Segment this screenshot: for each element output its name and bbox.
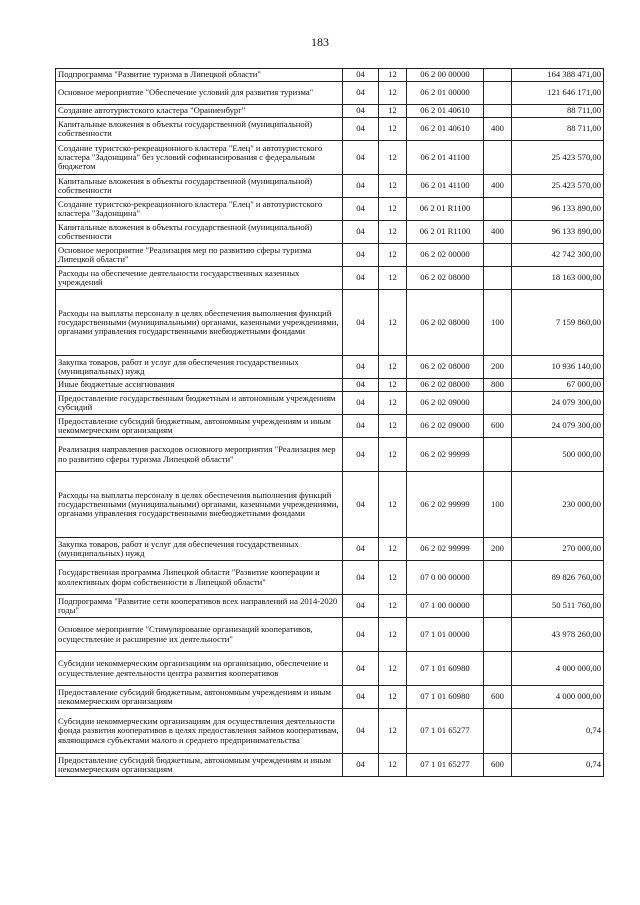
table-row bbox=[56, 652, 604, 686]
row-code: 06 2 02 99999 bbox=[407, 438, 484, 472]
row-ved: 04 bbox=[343, 69, 379, 82]
row-ved: 04 bbox=[343, 709, 379, 754]
table-row bbox=[56, 379, 604, 392]
row-section: 12 bbox=[379, 198, 407, 221]
row-amount: 25 423 570,00 bbox=[512, 141, 604, 175]
row-name: Предоставление субсидий бюджетным, автономным учреждениям и иным некоммерческим организациям bbox=[56, 415, 343, 438]
row-name: Субсидии некоммерческим организациям на организацию, обеспечение и осуществление деятельности центра развития кооперативов bbox=[56, 652, 343, 686]
row-ved: 04 bbox=[343, 244, 379, 267]
row-code: 06 2 02 08000 bbox=[407, 290, 484, 356]
row-name: Реализация направления расходов основного мероприятия "Реализация мер по развитию сферы туризма Липецкой области" bbox=[56, 438, 343, 472]
row-amount: 230 000,00 bbox=[512, 472, 604, 538]
row-ved: 04 bbox=[343, 538, 379, 561]
row-amount: 18 163 000,00 bbox=[512, 267, 604, 290]
table-row bbox=[56, 141, 604, 175]
row-ved: 04 bbox=[343, 438, 379, 472]
table-row bbox=[56, 118, 604, 141]
row-code: 07 1 01 00000 bbox=[407, 618, 484, 652]
row-amount: 121 646 171,00 bbox=[512, 82, 604, 105]
row-name: Расходы на выплаты персоналу в целях обеспечения выполнения функций государственными (муниципальными) органами, казенными учреждениями, органами управления государственными внебюджетными фондами bbox=[56, 290, 343, 356]
row-ved: 04 bbox=[343, 561, 379, 595]
row-code: 06 2 02 09000 bbox=[407, 392, 484, 415]
row-expense-type: 100 bbox=[484, 472, 512, 538]
row-ved: 04 bbox=[343, 754, 379, 777]
row-name: Закупка товаров, работ и услуг для обеспечения государственных (муниципальных) нужд bbox=[56, 356, 343, 379]
row-ved: 04 bbox=[343, 105, 379, 118]
row-name: Подпрограмма "Развитие сети кооперативов всех направлений на 2014-2020 годы" bbox=[56, 595, 343, 618]
row-name: Создание туристско-рекреационного кластера "Елец" и автотуристского кластера "Задонщина" без условий софинансирования с федеральным бюджетом bbox=[56, 141, 343, 175]
row-amount: 7 159 860,00 bbox=[512, 290, 604, 356]
row-name: Подпрограмма "Развитие туризма в Липецкой области" bbox=[56, 69, 343, 82]
row-expense-type: 800 bbox=[484, 379, 512, 392]
row-section: 12 bbox=[379, 618, 407, 652]
row-amount: 50 511 760,00 bbox=[512, 595, 604, 618]
row-name: Субсидии некоммерческим организациям для осуществления деятельности фонда развития кооперативов в целях предоставления займов кооперативам, являющимся субъектами малого и среднего предпринимательства bbox=[56, 709, 343, 754]
row-ved: 04 bbox=[343, 595, 379, 618]
row-amount: 10 936 140,00 bbox=[512, 356, 604, 379]
row-ved: 04 bbox=[343, 118, 379, 141]
table-row bbox=[56, 244, 604, 267]
row-amount: 270 000,00 bbox=[512, 538, 604, 561]
row-amount: 96 133 890,00 bbox=[512, 198, 604, 221]
row-expense-type: 400 bbox=[484, 118, 512, 141]
row-amount: 24 079 300,00 bbox=[512, 392, 604, 415]
table-row bbox=[56, 438, 604, 472]
row-expense-type: 600 bbox=[484, 415, 512, 438]
table-row bbox=[56, 290, 604, 356]
row-expense-type: 200 bbox=[484, 538, 512, 561]
row-expense-type bbox=[484, 105, 512, 118]
row-code: 07 1 01 60980 bbox=[407, 686, 484, 709]
row-amount: 24 079 300,00 bbox=[512, 415, 604, 438]
row-amount: 88 711,00 bbox=[512, 118, 604, 141]
table-row bbox=[56, 686, 604, 709]
row-section: 12 bbox=[379, 472, 407, 538]
row-amount: 4 000 000,00 bbox=[512, 686, 604, 709]
row-code: 06 2 02 09000 bbox=[407, 415, 484, 438]
row-name: Расходы на обеспечение деятельности государственных казенных учреждений bbox=[56, 267, 343, 290]
table-row bbox=[56, 595, 604, 618]
row-amount: 500 000,00 bbox=[512, 438, 604, 472]
table-row bbox=[56, 472, 604, 538]
row-amount: 88 711,00 bbox=[512, 105, 604, 118]
row-section: 12 bbox=[379, 141, 407, 175]
row-section: 12 bbox=[379, 709, 407, 754]
row-expense-type bbox=[484, 618, 512, 652]
row-code: 06 2 00 00000 bbox=[407, 69, 484, 82]
row-name: Предоставление государственным бюджетным и автономным учреждениям субсидий bbox=[56, 392, 343, 415]
row-code: 07 1 01 65277 bbox=[407, 754, 484, 777]
row-amount: 89 826 760,00 bbox=[512, 561, 604, 595]
table-row bbox=[56, 69, 604, 82]
table-row bbox=[56, 356, 604, 379]
table-row bbox=[56, 538, 604, 561]
row-ved: 04 bbox=[343, 415, 379, 438]
row-expense-type: 200 bbox=[484, 356, 512, 379]
row-section: 12 bbox=[379, 686, 407, 709]
row-ved: 04 bbox=[343, 175, 379, 198]
row-expense-type: 600 bbox=[484, 754, 512, 777]
table-row bbox=[56, 175, 604, 198]
row-expense-type: 100 bbox=[484, 290, 512, 356]
row-name: Капитальные вложения в объекты государственной (муниципальной) собственности bbox=[56, 221, 343, 244]
row-name: Предоставление субсидий бюджетным, автономным учреждениям и иным некоммерческим организациям bbox=[56, 754, 343, 777]
row-ved: 04 bbox=[343, 686, 379, 709]
row-code: 07 1 01 65277 bbox=[407, 709, 484, 754]
row-amount: 0,74 bbox=[512, 709, 604, 754]
table-row bbox=[56, 561, 604, 595]
row-section: 12 bbox=[379, 538, 407, 561]
row-section: 12 bbox=[379, 356, 407, 379]
row-amount: 42 742 300,00 bbox=[512, 244, 604, 267]
row-code: 06 2 02 08000 bbox=[407, 356, 484, 379]
row-name: Предоставление субсидий бюджетным, автономным учреждениям и иным некоммерческим организациям bbox=[56, 686, 343, 709]
row-section: 12 bbox=[379, 105, 407, 118]
row-name: Основное мероприятие "Стимулирование организаций кооперативов, осуществление и расширение их деятельности" bbox=[56, 618, 343, 652]
row-section: 12 bbox=[379, 438, 407, 472]
budget-table bbox=[55, 68, 604, 777]
row-section: 12 bbox=[379, 267, 407, 290]
row-code: 06 2 02 08000 bbox=[407, 379, 484, 392]
row-section: 12 bbox=[379, 595, 407, 618]
row-name: Создание автотуристского кластера "Ораниенбург" bbox=[56, 105, 343, 118]
row-code: 06 2 02 99999 bbox=[407, 472, 484, 538]
row-ved: 04 bbox=[343, 618, 379, 652]
table-row bbox=[56, 392, 604, 415]
row-name: Капитальные вложения в объекты государственной (муниципальной) собственности bbox=[56, 118, 343, 141]
row-code: 06 2 01 R1100 bbox=[407, 198, 484, 221]
row-amount: 0,74 bbox=[512, 754, 604, 777]
row-section: 12 bbox=[379, 392, 407, 415]
row-amount: 164 388 471,00 bbox=[512, 69, 604, 82]
row-ved: 04 bbox=[343, 290, 379, 356]
row-code: 06 2 01 00000 bbox=[407, 82, 484, 105]
row-amount: 96 133 890,00 bbox=[512, 221, 604, 244]
row-expense-type bbox=[484, 267, 512, 290]
row-code: 06 2 01 41100 bbox=[407, 141, 484, 175]
row-section: 12 bbox=[379, 379, 407, 392]
row-ved: 04 bbox=[343, 267, 379, 290]
row-expense-type: 600 bbox=[484, 686, 512, 709]
table-row bbox=[56, 754, 604, 777]
row-expense-type bbox=[484, 244, 512, 267]
row-ved: 04 bbox=[343, 221, 379, 244]
row-name: Государственная программа Липецкой области "Развитие кооперации и коллективных форм собственности в Липецкой области" bbox=[56, 561, 343, 595]
row-code: 06 2 02 00000 bbox=[407, 244, 484, 267]
row-expense-type bbox=[484, 438, 512, 472]
row-expense-type bbox=[484, 392, 512, 415]
row-expense-type bbox=[484, 141, 512, 175]
table-row bbox=[56, 221, 604, 244]
row-ved: 04 bbox=[343, 356, 379, 379]
row-expense-type bbox=[484, 82, 512, 105]
table-row bbox=[56, 267, 604, 290]
row-section: 12 bbox=[379, 415, 407, 438]
row-ved: 04 bbox=[343, 82, 379, 105]
row-amount: 4 000 000,00 bbox=[512, 652, 604, 686]
row-section: 12 bbox=[379, 69, 407, 82]
row-section: 12 bbox=[379, 561, 407, 595]
row-name: Капитальные вложения в объекты государственной (муниципальной) собственности bbox=[56, 175, 343, 198]
row-section: 12 bbox=[379, 652, 407, 686]
row-section: 12 bbox=[379, 244, 407, 267]
row-section: 12 bbox=[379, 82, 407, 105]
row-ved: 04 bbox=[343, 141, 379, 175]
row-name: Закупка товаров, работ и услуг для обеспечения государственных (муниципальных) нужд bbox=[56, 538, 343, 561]
row-section: 12 bbox=[379, 175, 407, 198]
row-expense-type bbox=[484, 652, 512, 686]
row-expense-type bbox=[484, 69, 512, 82]
row-section: 12 bbox=[379, 221, 407, 244]
row-ved: 04 bbox=[343, 472, 379, 538]
row-name: Основное мероприятие "Реализация мер по развитию сферы туризма Липецкой области" bbox=[56, 244, 343, 267]
row-expense-type: 400 bbox=[484, 221, 512, 244]
row-code: 06 2 02 99999 bbox=[407, 538, 484, 561]
table-row bbox=[56, 415, 604, 438]
table-row bbox=[56, 198, 604, 221]
row-expense-type bbox=[484, 595, 512, 618]
row-code: 06 2 01 40610 bbox=[407, 105, 484, 118]
row-name: Основное мероприятие "Обеспечение условий для развития туризма" bbox=[56, 82, 343, 105]
table-row bbox=[56, 709, 604, 754]
row-name: Расходы на выплаты персоналу в целях обеспечения выполнения функций государственными (муниципальными) органами, казенными учреждениями, органами управления государственными внебюджетными фондами bbox=[56, 472, 343, 538]
row-amount: 67 000,00 bbox=[512, 379, 604, 392]
row-amount: 25 423 570,00 bbox=[512, 175, 604, 198]
row-amount: 43 978 260,00 bbox=[512, 618, 604, 652]
row-ved: 04 bbox=[343, 652, 379, 686]
row-name: Создание туристско-рекреационного кластера "Елец" и автотуристского кластера "Задонщина" bbox=[56, 198, 343, 221]
row-ved: 04 bbox=[343, 392, 379, 415]
table-row bbox=[56, 618, 604, 652]
row-code: 07 0 00 00000 bbox=[407, 561, 484, 595]
row-expense-type: 400 bbox=[484, 175, 512, 198]
row-name: Иные бюджетные ассигнования bbox=[56, 379, 343, 392]
row-code: 06 2 02 08000 bbox=[407, 267, 484, 290]
row-expense-type bbox=[484, 561, 512, 595]
row-code: 07 1 00 00000 bbox=[407, 595, 484, 618]
page-number: 183 bbox=[311, 35, 329, 49]
row-section: 12 bbox=[379, 118, 407, 141]
row-ved: 04 bbox=[343, 379, 379, 392]
row-section: 12 bbox=[379, 754, 407, 777]
row-expense-type bbox=[484, 709, 512, 754]
row-expense-type bbox=[484, 198, 512, 221]
row-code: 06 2 01 41100 bbox=[407, 175, 484, 198]
row-code: 06 2 01 R1100 bbox=[407, 221, 484, 244]
row-code: 06 2 01 40610 bbox=[407, 118, 484, 141]
row-ved: 04 bbox=[343, 198, 379, 221]
row-code: 07 1 01 60980 bbox=[407, 652, 484, 686]
row-section: 12 bbox=[379, 290, 407, 356]
table-row bbox=[56, 105, 604, 118]
table-row bbox=[56, 82, 604, 105]
